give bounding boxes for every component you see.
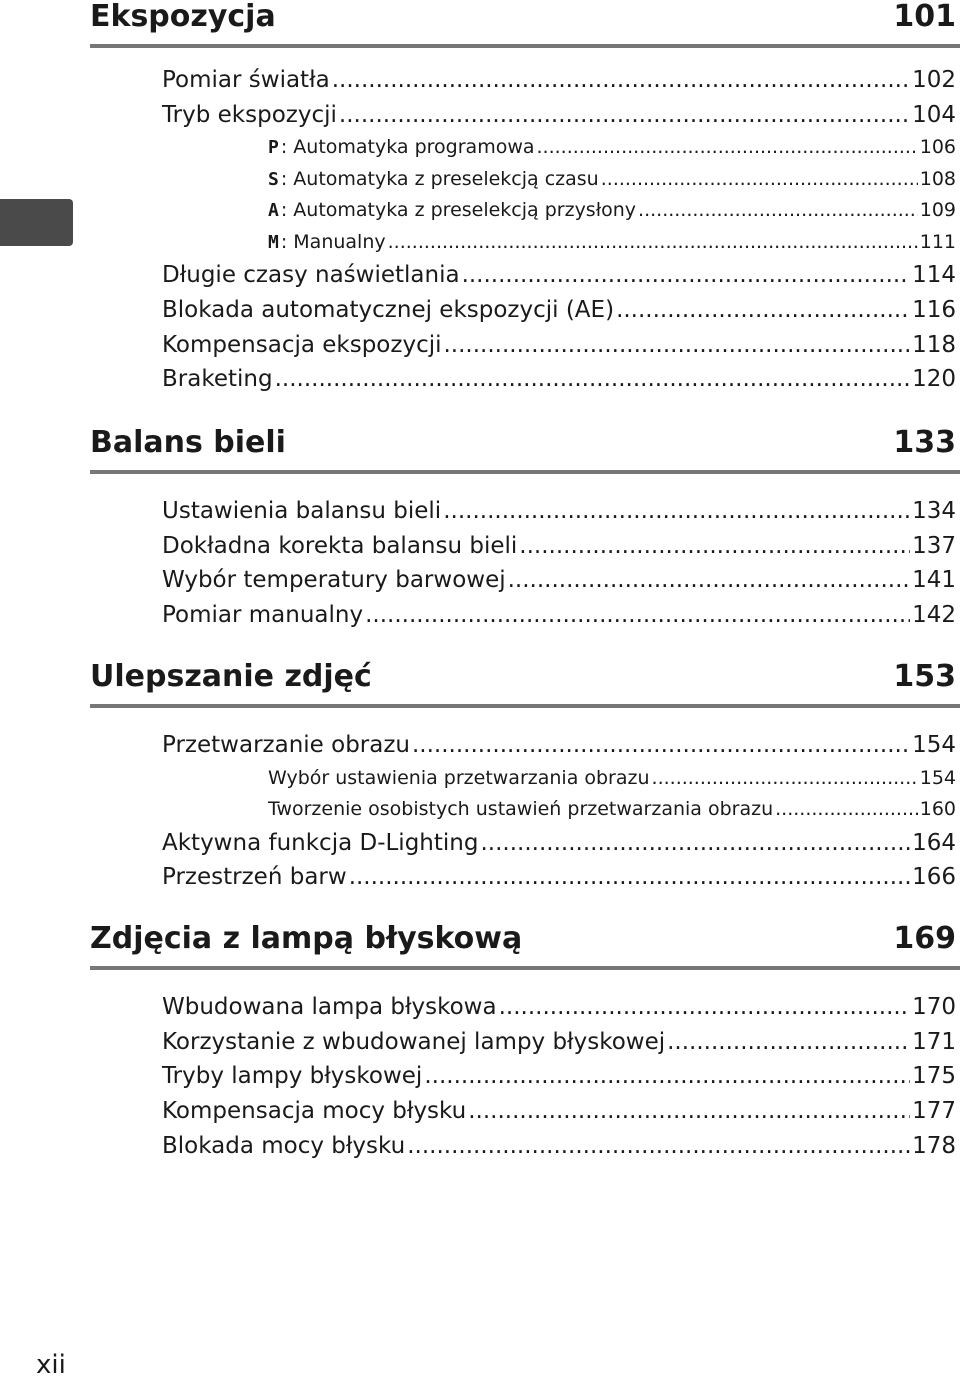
toc-entry[interactable] <box>162 1063 960 1098</box>
entry-page: 171 <box>912 1028 956 1055</box>
toc-entries <box>162 994 960 1167</box>
section-title: Ekspozycja <box>90 0 276 34</box>
toc-section-ekspozycja <box>90 0 960 393</box>
toc-entry[interactable] <box>162 366 960 401</box>
entry-label: Wbudowana lampa błyskowa <box>162 994 497 1020</box>
toc-section-zdjecia-z-lampa <box>90 921 960 1159</box>
toc-subentry[interactable] <box>162 767 960 799</box>
leader-dots <box>332 67 910 93</box>
leader-dots <box>349 864 910 890</box>
toc-entries <box>162 732 960 899</box>
entry-page: 134 <box>912 498 956 524</box>
leader-dots <box>388 231 918 253</box>
leader-dots <box>499 994 911 1020</box>
toc-entries <box>162 498 960 637</box>
section-page-number: 169 <box>893 921 956 956</box>
section-heading <box>90 660 960 704</box>
toc-section-ulepszanie-zdjec <box>90 659 960 891</box>
toc-section-balans-bieli <box>90 425 960 629</box>
section-rule <box>90 44 960 48</box>
toc-entry[interactable] <box>162 602 960 637</box>
toc-subentry[interactable] <box>162 231 960 263</box>
leader-dots <box>616 297 910 323</box>
toc-entry[interactable] <box>162 732 960 767</box>
mode-s-icon: S <box>268 168 279 190</box>
entry-label: Dokładna korekta balansu bieli <box>162 532 518 559</box>
leader-dots <box>519 533 910 559</box>
entry-label: Ustawienia balansu bieli <box>162 498 442 524</box>
entry-label: Pomiar manualny <box>162 602 364 629</box>
leader-dots <box>275 366 911 392</box>
entry-label: Wybór temperatury barwowej <box>162 567 506 594</box>
leader-dots <box>508 567 910 593</box>
entry-label: Przestrzeń barw <box>162 864 347 891</box>
toc-entry[interactable] <box>162 994 960 1029</box>
entry-label: Pomiar światła <box>162 67 330 93</box>
section-heading <box>90 426 960 470</box>
entry-label: Korzystanie z wbudowanej lampy błyskowej <box>162 1028 666 1055</box>
entry-page: 120 <box>912 366 956 393</box>
entry-label: Kompensacja mocy błysku <box>162 1098 467 1125</box>
entry-page: 109 <box>919 199 956 222</box>
leader-dots <box>667 1029 910 1055</box>
leader-dots <box>412 732 910 758</box>
section-rule <box>90 470 960 474</box>
toc-entry[interactable] <box>162 262 960 297</box>
entry-label: Aktywna funkcja D-Lighting <box>162 829 479 856</box>
leader-dots <box>638 199 918 221</box>
entry-label: : Automatyka z preselekcją czasu <box>280 167 599 190</box>
toc-entry[interactable] <box>162 864 960 899</box>
leader-dots <box>444 332 911 358</box>
toc-entry[interactable] <box>162 1133 960 1168</box>
section-title: Balans bieli <box>90 425 286 460</box>
toc-subentry[interactable] <box>162 199 960 231</box>
toc-entry[interactable] <box>162 498 960 533</box>
entry-label: Długie czasy naświetlania <box>162 262 460 289</box>
toc-entry[interactable] <box>162 533 960 568</box>
entry-page: 111 <box>919 230 956 253</box>
entry-label: : Automatyka programowa <box>280 136 535 159</box>
entry-page: 116 <box>912 297 956 324</box>
leader-dots <box>365 602 910 628</box>
entry-page: 178 <box>912 1132 956 1159</box>
leader-dots <box>537 136 918 158</box>
section-page-number: 133 <box>893 425 956 460</box>
entry-page: 170 <box>912 994 956 1020</box>
entry-label: Blokada automatycznej ekspozycji (AE) <box>162 297 615 324</box>
entry-page: 175 <box>912 1063 956 1090</box>
leader-dots <box>775 798 918 820</box>
page-folio: xii <box>36 1350 66 1380</box>
leader-dots <box>468 1098 910 1124</box>
leader-dots <box>339 102 910 128</box>
leader-dots <box>652 767 918 789</box>
section-heading <box>90 922 960 966</box>
entry-label: Przetwarzanie obrazu <box>162 732 410 758</box>
entry-label: Blokada mocy błysku <box>162 1132 406 1159</box>
section-page-number: 101 <box>893 0 956 34</box>
entry-label: : Manualny <box>280 230 386 253</box>
toc-entry[interactable] <box>162 1029 960 1064</box>
entry-page: 154 <box>919 766 956 789</box>
entry-page: 118 <box>912 331 956 358</box>
section-title: Zdjęcia z lampą błyskową <box>90 921 523 956</box>
toc-entry[interactable] <box>162 830 960 865</box>
leader-dots <box>462 262 911 288</box>
toc-entry[interactable] <box>162 1098 960 1133</box>
entry-page: 137 <box>912 532 956 559</box>
leader-dots <box>407 1133 910 1159</box>
toc-entry[interactable] <box>162 102 960 137</box>
mode-p-icon: P <box>268 137 279 159</box>
toc-subentry[interactable] <box>162 136 960 168</box>
toc-entries <box>162 67 960 401</box>
entry-page: 177 <box>912 1098 956 1125</box>
entry-page: 166 <box>912 864 956 891</box>
leader-dots <box>443 498 910 524</box>
entry-page: 160 <box>919 798 956 821</box>
entry-label: : Automatyka z preselekcją przysłony <box>280 199 637 222</box>
mode-a-icon: A <box>268 200 279 222</box>
entry-page: 142 <box>912 602 956 629</box>
section-title: Ulepszanie zdjęć <box>90 659 372 694</box>
entry-label: Wybór ustawienia przetwarzania obrazu <box>268 766 650 789</box>
entry-label: Kompensacja ekspozycji <box>162 331 442 358</box>
entry-page: 102 <box>912 67 956 93</box>
entry-label: Tworzenie osobistych ustawień przetwarzania obrazu <box>268 798 774 821</box>
section-heading <box>90 0 960 44</box>
leader-dots <box>480 830 910 856</box>
toc-subentry[interactable] <box>162 168 960 200</box>
entry-label: Tryb ekspozycji <box>162 101 337 128</box>
section-rule <box>90 966 960 970</box>
chapter-thumb-tab <box>0 199 73 246</box>
section-page-number: 153 <box>893 659 956 694</box>
entry-page: 106 <box>919 136 956 159</box>
section-rule <box>90 704 960 708</box>
entry-page: 154 <box>912 732 956 758</box>
toc-entry[interactable] <box>162 567 960 602</box>
entry-label: Braketing <box>162 366 273 393</box>
entry-page: 108 <box>919 167 956 190</box>
entry-page: 104 <box>912 101 956 128</box>
entry-page: 164 <box>912 829 956 856</box>
toc-subentry[interactable] <box>162 798 960 830</box>
toc-entry[interactable] <box>162 297 960 332</box>
entry-page: 141 <box>912 567 956 594</box>
entry-page: 114 <box>912 262 956 289</box>
leader-dots <box>424 1063 910 1089</box>
mode-m-icon: M <box>268 231 279 253</box>
toc-entry[interactable] <box>162 67 960 102</box>
entry-label: Tryby lampy błyskowej <box>162 1063 423 1090</box>
leader-dots <box>601 168 918 190</box>
toc-entry[interactable] <box>162 332 960 367</box>
